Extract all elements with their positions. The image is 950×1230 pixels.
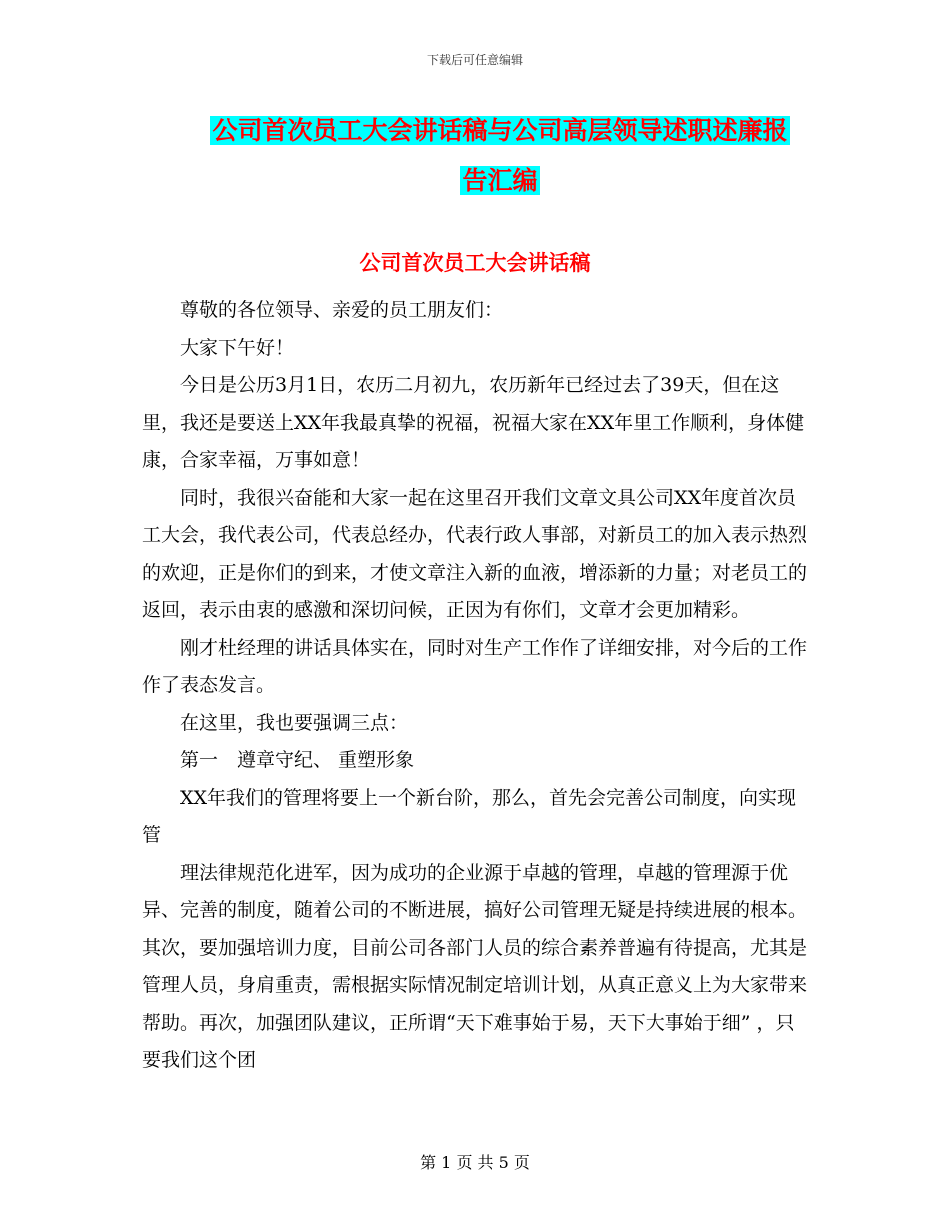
document-title-line-2: 告汇编 bbox=[462, 166, 538, 195]
body-paragraph: 同时，我很兴奋能和大家一起在这里召开我们文章文具公司XX年度首次员工大会，我代表公司，代表总经办，代表行政人事部，对新员工的加入表示热烈的欢迎，正是你们的到来，才使文章注入新的血液，增添新的力量；对老员工的返回，表示由衷的感激和深切问候，正因为有你们，文章才会更加精彩。 bbox=[142, 486, 808, 621]
point-heading: 第一 遵章守纪、 重塑形象 bbox=[180, 749, 415, 771]
body-paragraph: 刚才杜经理的讲话具体实在，同时对生产工作作了详细安排，对今后的工作作了表态发言。 bbox=[142, 636, 808, 696]
page-header-note: 下载后可任意编辑 bbox=[426, 53, 523, 67]
document-title bbox=[140, 106, 860, 206]
body-paragraph: 在这里，我也要强调三点： bbox=[180, 711, 409, 734]
document-title-line-1: 公司首次员工大会讲话稿与公司高层领导述职述廉报 bbox=[212, 116, 788, 145]
salutation-paragraph: 尊敬的各位领导、亲爱的员工朋友们： bbox=[180, 299, 504, 321]
greeting-paragraph: 大家下午好！ bbox=[180, 336, 295, 359]
body-paragraph: 今日是公历3月1日，农历二月初九，农历新年已经过去了39天，但在这里，我还是要送上XX年我最真挚的祝福，祝福大家在XX年里工作顺利，身体健康，合家幸福，万事如意！ bbox=[142, 374, 805, 471]
body-paragraph: XX年我们的管理将要上一个新台阶，那么，首先会完善公司制度，向实现管 bbox=[142, 786, 797, 846]
body-paragraph: 理法律规范化进军，因为成功的企业源于卓越的管理，卓越的管理源于优异、完善的制度，随着公司的不断进展，搞好公司管理无疑是持续进展的根本。其次，要加强培训力度，目前公司各部门人员的综合素养普遍有待提高，尤其是管理人员，身肩重责，需根据实际情况制定培训计划，从真正意义上为大家带来帮助。再次，加强团队建议，正所谓“天下难事始于易，天下大事始于细” ，只要我们这个团 bbox=[142, 861, 808, 1071]
section-title: 公司首次员工大会讲话稿 bbox=[359, 250, 591, 275]
document-body bbox=[142, 292, 810, 1080]
page-number-footer: 第 1 页 共 5 页 bbox=[420, 1153, 530, 1172]
